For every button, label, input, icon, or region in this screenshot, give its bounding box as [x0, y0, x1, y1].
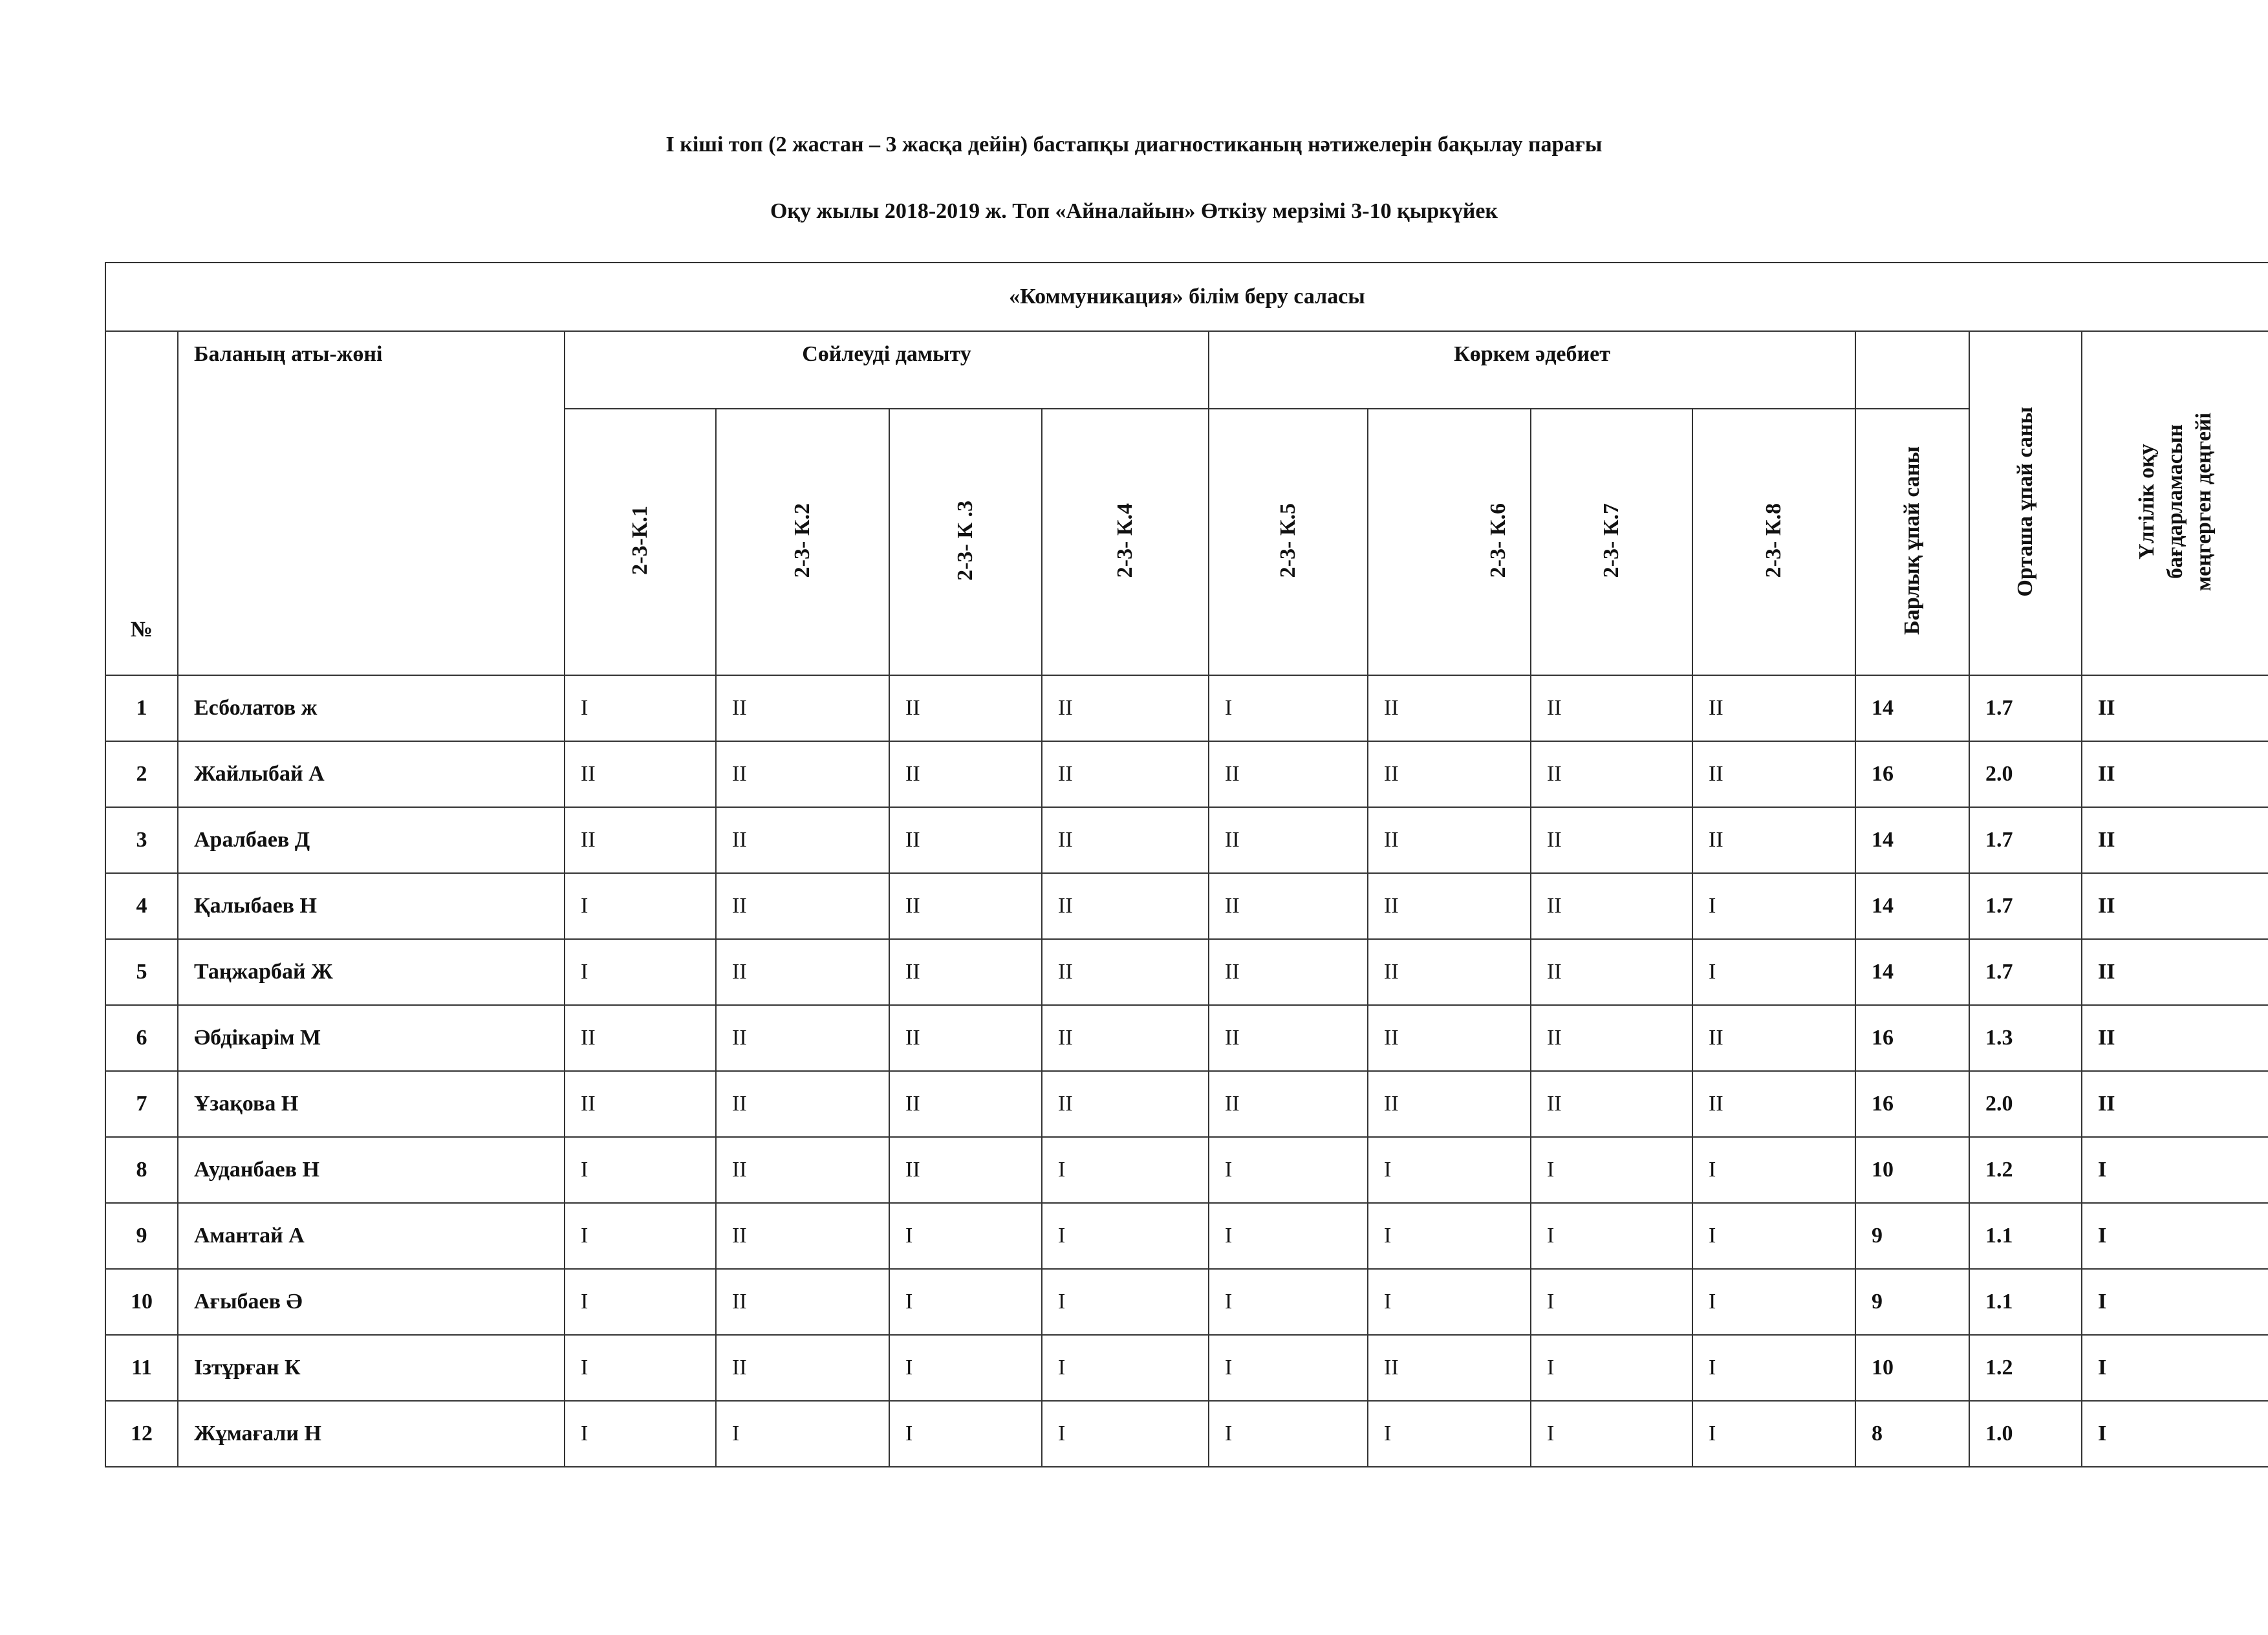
- grade-cell: II: [1692, 807, 1855, 873]
- grade-cell: I: [1042, 1401, 1209, 1467]
- education-area-header: «Коммуникация» білім беру саласы: [105, 263, 2268, 331]
- row-number: 5: [105, 939, 178, 1005]
- grade-cell: I: [716, 1401, 889, 1467]
- total-score: 14: [1855, 939, 1969, 1005]
- grade-cell: I: [1531, 1203, 1692, 1269]
- child-name: Жайлыбай А: [178, 741, 565, 807]
- average-score: 1.2: [1969, 1137, 2082, 1203]
- average-score: 1.7: [1969, 939, 2082, 1005]
- total-score: 8: [1855, 1401, 1969, 1467]
- grade-cell: I: [1368, 1203, 1531, 1269]
- grade-cell: II: [1209, 873, 1368, 939]
- level-cell: I: [2082, 1203, 2268, 1269]
- row-number: 9: [105, 1203, 178, 1269]
- criterion-header: 2-3- К .3: [889, 409, 1042, 675]
- grade-cell: I: [565, 1335, 716, 1401]
- table-row: [105, 1137, 2268, 1203]
- grade-cell: II: [716, 1335, 889, 1401]
- grade-cell: II: [565, 807, 716, 873]
- average-score: 1.7: [1969, 807, 2082, 873]
- grade-cell: I: [889, 1269, 1042, 1335]
- average-score: 2.0: [1969, 1071, 2082, 1137]
- level-cell: I: [2082, 1335, 2268, 1401]
- child-name: Есболатов ж: [178, 675, 565, 741]
- grade-cell: II: [565, 1005, 716, 1071]
- table-row: [105, 1401, 2268, 1467]
- grade-cell: II: [1042, 939, 1209, 1005]
- number-header: №: [105, 331, 178, 675]
- total-score: 14: [1855, 807, 1969, 873]
- grade-cell: II: [1042, 1071, 1209, 1137]
- row-number: 10: [105, 1269, 178, 1335]
- grade-cell: I: [1209, 1137, 1368, 1203]
- table-row: [105, 1071, 2268, 1137]
- grade-cell: I: [889, 1401, 1042, 1467]
- average-score: 2.0: [1969, 741, 2082, 807]
- grade-cell: II: [1531, 1005, 1692, 1071]
- level-cell: I: [2082, 1401, 2268, 1467]
- average-score: 1.1: [1969, 1203, 2082, 1269]
- blank-header-cell: [1855, 331, 1969, 409]
- grade-cell: I: [1209, 1335, 1368, 1401]
- grade-cell: II: [889, 675, 1042, 741]
- total-score: 9: [1855, 1269, 1969, 1335]
- child-name: Ағыбаев Ә: [178, 1269, 565, 1335]
- grade-cell: II: [1042, 873, 1209, 939]
- average-score: 1.0: [1969, 1401, 2082, 1467]
- grade-cell: II: [1368, 1335, 1531, 1401]
- grade-cell: II: [716, 873, 889, 939]
- table-row: [105, 1203, 2268, 1269]
- level-cell: II: [2082, 741, 2268, 807]
- grade-cell: I: [1531, 1335, 1692, 1401]
- grade-cell: II: [1531, 741, 1692, 807]
- grade-cell: II: [1531, 807, 1692, 873]
- grade-cell: II: [1531, 873, 1692, 939]
- row-number: 7: [105, 1071, 178, 1137]
- grade-cell: I: [1692, 1335, 1855, 1401]
- level-cell: II: [2082, 807, 2268, 873]
- grade-cell: I: [565, 939, 716, 1005]
- table-row: [105, 1269, 2268, 1335]
- grade-cell: II: [1692, 1071, 1855, 1137]
- total-score: 10: [1855, 1335, 1969, 1401]
- grade-cell: II: [1042, 741, 1209, 807]
- grade-cell: II: [1368, 939, 1531, 1005]
- total-score: 16: [1855, 1071, 1969, 1137]
- grade-cell: II: [889, 1137, 1042, 1203]
- grade-cell: II: [1531, 939, 1692, 1005]
- grade-cell: II: [889, 873, 1042, 939]
- grade-cell: I: [565, 1137, 716, 1203]
- criterion-header: 2-3- К.7: [1531, 409, 1692, 675]
- grade-cell: II: [1209, 741, 1368, 807]
- grade-cell: I: [1692, 873, 1855, 939]
- grade-cell: I: [565, 1203, 716, 1269]
- average-score: 1.1: [1969, 1269, 2082, 1335]
- criterion-header: 2-3- К.5: [1209, 409, 1368, 675]
- grade-cell: II: [565, 741, 716, 807]
- total-score: 9: [1855, 1203, 1969, 1269]
- grade-cell: I: [1368, 1269, 1531, 1335]
- grade-cell: I: [1531, 1401, 1692, 1467]
- grade-cell: I: [1692, 1401, 1855, 1467]
- child-name: Таңжарбай Ж: [178, 939, 565, 1005]
- grade-cell: I: [565, 1269, 716, 1335]
- grade-cell: II: [1042, 675, 1209, 741]
- total-score: 14: [1855, 675, 1969, 741]
- row-number: 3: [105, 807, 178, 873]
- level-cell: II: [2082, 873, 2268, 939]
- total-score: 16: [1855, 741, 1969, 807]
- grade-cell: II: [1368, 741, 1531, 807]
- grade-cell: II: [1368, 675, 1531, 741]
- grade-cell: II: [1368, 873, 1531, 939]
- average-score: 1.3: [1969, 1005, 2082, 1071]
- child-name: Қалыбаев Н: [178, 873, 565, 939]
- level-header: Үлгілік оқу бағдарламасын меңгерген деңгейі: [2082, 331, 2268, 675]
- grade-cell: II: [1209, 807, 1368, 873]
- child-name: Жұмағали Н: [178, 1401, 565, 1467]
- table-row: [105, 1005, 2268, 1071]
- grade-cell: II: [716, 1269, 889, 1335]
- speech-development-header: Сөйлеуді дамыту: [565, 331, 1209, 409]
- grade-cell: I: [1692, 1137, 1855, 1203]
- level-cell: II: [2082, 1005, 2268, 1071]
- literature-header: Көркем әдебиет: [1209, 331, 1855, 409]
- row-number: 11: [105, 1335, 178, 1401]
- grade-cell: II: [716, 1071, 889, 1137]
- grade-cell: I: [1368, 1401, 1531, 1467]
- avg-score-header: Орташа ұпай саны: [1969, 331, 2082, 675]
- grade-cell: II: [716, 1203, 889, 1269]
- grade-cell: II: [1042, 807, 1209, 873]
- total-score: 14: [1855, 873, 1969, 939]
- grade-cell: II: [716, 939, 889, 1005]
- grade-cell: I: [1209, 675, 1368, 741]
- grade-cell: I: [1531, 1137, 1692, 1203]
- child-name: Ауданбаев Н: [178, 1137, 565, 1203]
- grade-cell: II: [1368, 1071, 1531, 1137]
- grade-cell: I: [1209, 1269, 1368, 1335]
- grade-cell: II: [889, 741, 1042, 807]
- grade-cell: II: [889, 1005, 1042, 1071]
- total-score: 16: [1855, 1005, 1969, 1071]
- average-score: 1.2: [1969, 1335, 2082, 1401]
- child-name: Ізтұрған К: [178, 1335, 565, 1401]
- grade-cell: II: [1042, 1005, 1209, 1071]
- table-row: [105, 675, 2268, 741]
- table-row: [105, 1335, 2268, 1401]
- grade-cell: I: [1209, 1401, 1368, 1467]
- grade-cell: II: [716, 807, 889, 873]
- criterion-header: 2-3- К.8: [1692, 409, 1855, 675]
- criterion-header: 2-3- К.4: [1042, 409, 1209, 675]
- table-row: [105, 807, 2268, 873]
- child-name: Әбдікарім М: [178, 1005, 565, 1071]
- grade-cell: II: [1209, 1071, 1368, 1137]
- level-cell: II: [2082, 939, 2268, 1005]
- grade-cell: II: [1368, 807, 1531, 873]
- results-table: [105, 262, 2268, 1467]
- grade-cell: I: [565, 1401, 716, 1467]
- grade-cell: II: [889, 807, 1042, 873]
- criterion-header: 2-3-К.1: [565, 409, 716, 675]
- row-number: 12: [105, 1401, 178, 1467]
- child-name: Амантай А: [178, 1203, 565, 1269]
- average-score: 1.7: [1969, 873, 2082, 939]
- criterion-header: 2-3- К.6: [1368, 409, 1531, 675]
- row-number: 6: [105, 1005, 178, 1071]
- document-subtitle: Оқу жылы 2018-2019 ж. Топ «Айналайын» Өткізу мерзімі 3-10 қыркүйек: [770, 199, 1498, 223]
- row-number: 1: [105, 675, 178, 741]
- criterion-header: 2-3- К.2: [716, 409, 889, 675]
- name-header: Баланың аты-жөні: [178, 331, 565, 675]
- grade-cell: II: [1531, 1071, 1692, 1137]
- grade-cell: II: [716, 675, 889, 741]
- grade-cell: II: [1209, 1005, 1368, 1071]
- grade-cell: I: [1368, 1137, 1531, 1203]
- grade-cell: I: [889, 1335, 1042, 1401]
- row-number: 8: [105, 1137, 178, 1203]
- table-row: [105, 939, 2268, 1005]
- table-row: [105, 873, 2268, 939]
- level-cell: I: [2082, 1269, 2268, 1335]
- grade-cell: II: [716, 741, 889, 807]
- grade-cell: I: [1692, 1269, 1855, 1335]
- grade-cell: I: [1042, 1269, 1209, 1335]
- grade-cell: I: [1692, 939, 1855, 1005]
- total-score-header: Барлық ұпай саны: [1855, 409, 1969, 675]
- total-score: 10: [1855, 1137, 1969, 1203]
- grade-cell: I: [565, 675, 716, 741]
- grade-cell: I: [1042, 1203, 1209, 1269]
- document-title: І кіші топ (2 жастан – 3 жасқа дейін) бастапқы диагностиканың нәтижелерін бақылау парағы: [665, 133, 1603, 157]
- grade-cell: II: [565, 1071, 716, 1137]
- level-cell: II: [2082, 675, 2268, 741]
- grade-cell: I: [565, 873, 716, 939]
- grade-cell: II: [1692, 1005, 1855, 1071]
- grade-cell: I: [889, 1203, 1042, 1269]
- level-cell: II: [2082, 1071, 2268, 1137]
- grade-cell: II: [716, 1137, 889, 1203]
- child-name: Ұзақова Н: [178, 1071, 565, 1137]
- row-number: 2: [105, 741, 178, 807]
- grade-cell: II: [1692, 741, 1855, 807]
- child-name: Аралбаев Д: [178, 807, 565, 873]
- table-row: [105, 741, 2268, 807]
- grade-cell: II: [1531, 675, 1692, 741]
- level-cell: I: [2082, 1137, 2268, 1203]
- row-number: 4: [105, 873, 178, 939]
- grade-cell: II: [716, 1005, 889, 1071]
- average-score: 1.7: [1969, 675, 2082, 741]
- grade-cell: I: [1692, 1203, 1855, 1269]
- grade-cell: II: [1209, 939, 1368, 1005]
- grade-cell: II: [889, 939, 1042, 1005]
- grade-cell: I: [1042, 1137, 1209, 1203]
- grade-cell: II: [1368, 1005, 1531, 1071]
- grade-cell: I: [1531, 1269, 1692, 1335]
- grade-cell: I: [1209, 1203, 1368, 1269]
- grade-cell: I: [1042, 1335, 1209, 1401]
- grade-cell: II: [889, 1071, 1042, 1137]
- grade-cell: II: [1692, 675, 1855, 741]
